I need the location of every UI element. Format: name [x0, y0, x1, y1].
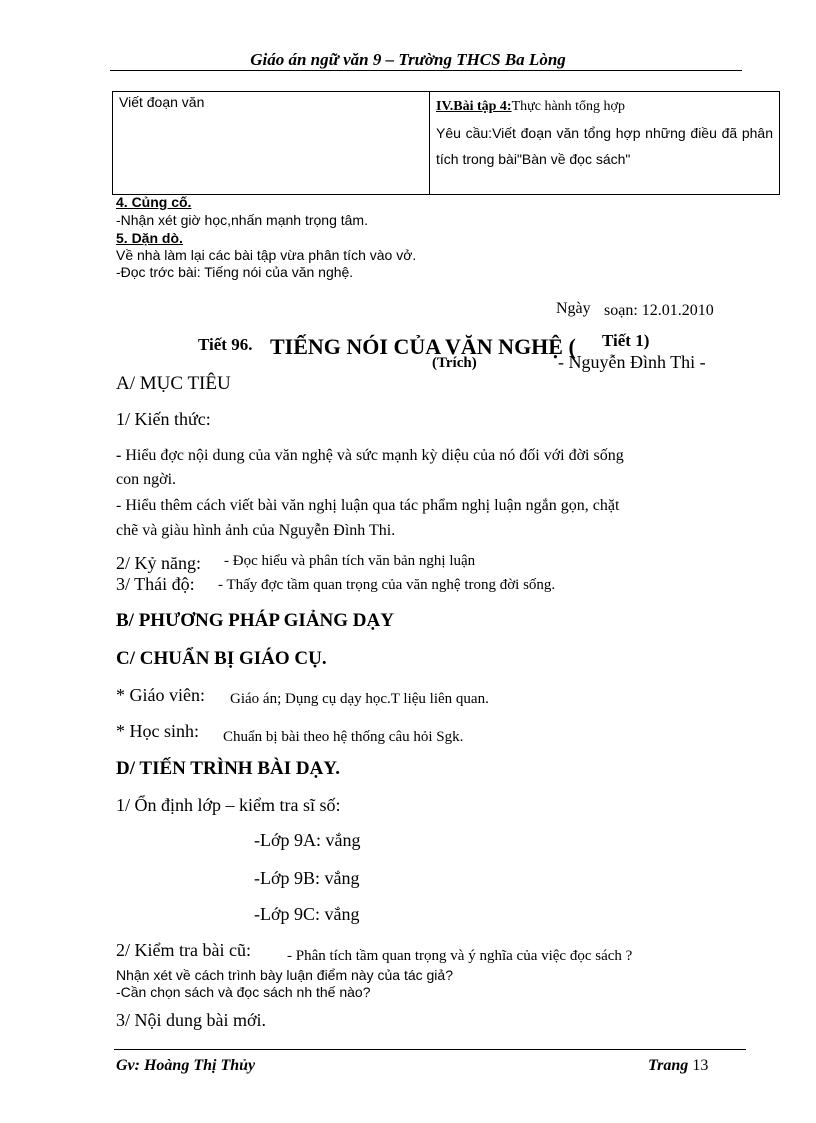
- skill-value: - Đọc hiểu và phân tích văn bản nghị luận: [224, 553, 476, 569]
- lesson-activity-table: [112, 91, 780, 195]
- review-question-2: Nhận xét về cách trình bày luận điểm này của tác giả?: [116, 967, 453, 983]
- activity-label: Viết đoạn văn: [119, 94, 205, 110]
- review-question-3: -Cần chọn sách và đọc sách nh thế nào?: [116, 984, 371, 1000]
- footer-page: [648, 1057, 708, 1075]
- table-row: [113, 92, 780, 195]
- exercise-title: IV.Bài tập 4:: [436, 99, 512, 114]
- date-label: Ngày: [556, 300, 591, 317]
- section-d-heading: D/ TIẾN TRÌNH BÀI DẠY.: [116, 758, 341, 779]
- attitude-label: 3/ Thái độ:: [116, 574, 195, 594]
- knowledge-1-dash: -: [116, 447, 122, 464]
- consolidation-heading: 4. Củng cố.: [116, 194, 192, 210]
- lesson-number: Tiết 96.: [198, 335, 253, 354]
- footer-teacher: Gv: Hoàng Thị Thủy: [116, 1057, 256, 1074]
- student-prep-label: * Học sinh:: [116, 721, 199, 741]
- footer-rule: [114, 1049, 746, 1050]
- section-b-heading: B/ PHƯƠNG PHÁP GIẢNG DẠY: [116, 610, 394, 631]
- homework-line-2: -Đọc trớc bài: Tiếng nói của văn nghệ.: [116, 264, 354, 280]
- lesson-title: TIẾNG NÓI CỦA VĂN NGHỆ (: [270, 334, 576, 359]
- review-question-1: - Phân tích tầm quan trọng và ý nghĩa của việc đọc sách ?: [287, 948, 633, 964]
- knowledge-1: Hiểu đợc nội dung của văn nghệ và sức mạnh kỳ diệu của nó đối với đời sống: [121, 447, 624, 464]
- page-header-title: Giáo án ngữ văn 9 – Trường THCS Ba Lòng: [250, 50, 566, 69]
- student-prep-value: Chuẩn bị bài theo hệ thống câu hỏi Sgk.: [223, 729, 464, 745]
- attitude-value: - Thấy đợc tầm quan trọng của văn nghệ trong đời sống.: [218, 577, 556, 593]
- lesson-author: - Nguyễn Đình Thi -: [558, 352, 706, 372]
- lesson-excerpt-note: (Trích): [432, 355, 477, 371]
- lesson-part: Tiết 1): [602, 331, 650, 350]
- table-cell-activity: [113, 92, 430, 195]
- footer-page-label: Trang: [648, 1057, 689, 1074]
- homework-line-1: Về nhà làm lại các bài tập vừa phân tích vào vở.: [116, 247, 417, 263]
- date-value: soạn: 12.01.2010: [604, 302, 714, 319]
- step-2-label: 2/ Kiểm tra bài cũ:: [116, 940, 251, 960]
- knowledge-2: - Hiểu thêm cách viết bài văn nghị luận qua tác phẩm nghị luận ngắn gọn, chặt: [116, 497, 620, 514]
- homework-heading: 5. Dặn dò.: [116, 230, 183, 246]
- step-1: 1/ Ổn định lớp – kiểm tra sĩ số:: [116, 795, 341, 815]
- knowledge-1-continued: con ngời.: [116, 471, 177, 488]
- exercise-requirement: Yêu cầu:Viết đoạn văn tổng hợp những điều đã phân tích trong bài"Bàn về đọc sách": [436, 125, 773, 167]
- section-c-heading: C/ CHUẨN BỊ GIÁO CỤ.: [116, 648, 327, 669]
- section-a-heading: A/ MỤC TIÊU: [116, 373, 231, 394]
- table-cell-content: [430, 92, 780, 195]
- teacher-prep-label: * Giáo viên:: [116, 685, 205, 705]
- footer-page-number: 13: [692, 1057, 709, 1074]
- knowledge-label: 1/ Kiến thức:: [116, 409, 211, 429]
- consolidation-line: -Nhận xét giờ học,nhấn mạnh trọng tâm.: [116, 212, 368, 228]
- knowledge-2-continued: chẽ và giàu hình ảnh của Nguyễn Đình Thi.: [116, 522, 396, 539]
- class-attendance-9b: -Lớp 9B: vắng: [254, 868, 360, 888]
- exercise-title-rest: Thực hành tổng hợp: [511, 99, 625, 114]
- header-rule: [110, 70, 742, 71]
- teacher-prep-value: Giáo án; Dụng cụ dạy học.T liệu liên quan.: [230, 691, 489, 707]
- class-attendance-9c: -Lớp 9C: vắng: [254, 904, 360, 924]
- step-3: 3/ Nội dung bài mới.: [116, 1010, 267, 1030]
- class-attendance-9a: -Lớp 9A: vắng: [254, 830, 361, 850]
- skill-label: 2/ Kỷ năng:: [116, 553, 201, 573]
